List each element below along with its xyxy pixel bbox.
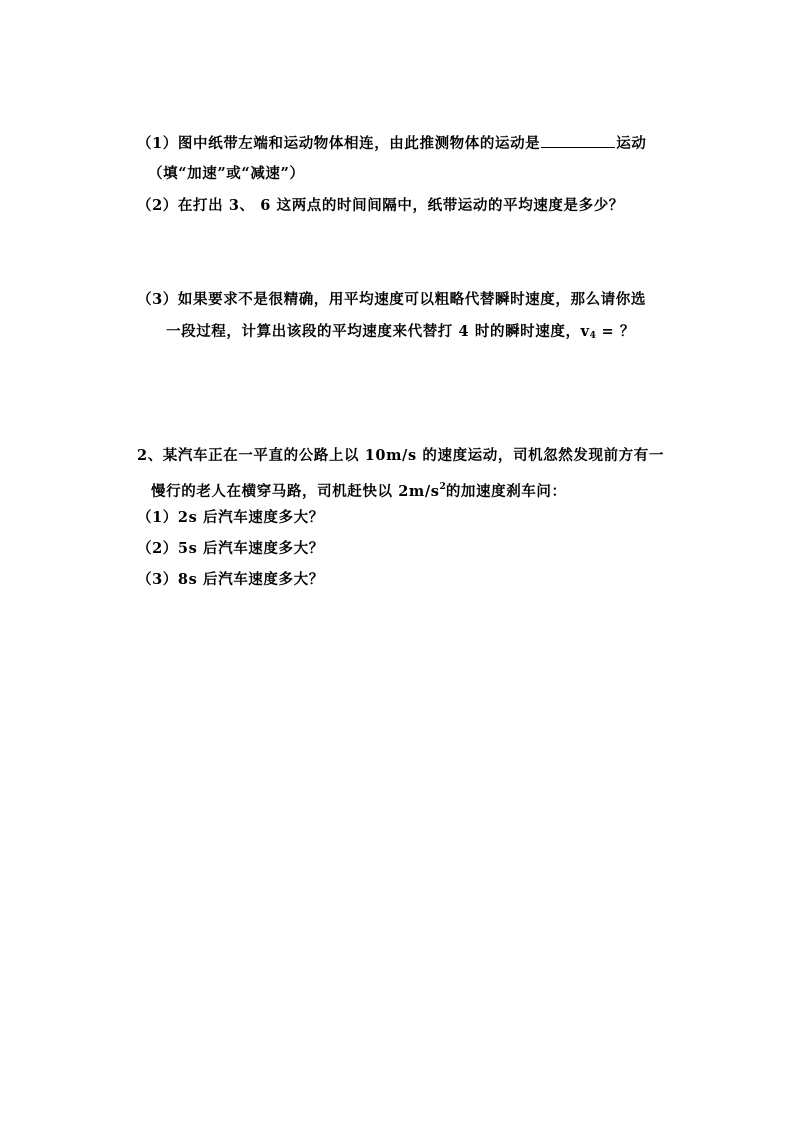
velocity-subscript: 4 <box>589 331 596 341</box>
problem-2-line-1: 2、某汽车正在一平直的公路上以 10m/s 的速度运动，司机忽然发现前方有一 <box>137 447 664 464</box>
acceleration-superscript: 2 <box>439 482 446 492</box>
question-1-prefix: （1）图中纸带左端和运动物体相连，由此推测物体的运动是 <box>137 135 541 152</box>
question-3-line-1: （3）如果要求不是很精确，用平均速度可以粗略代替瞬时速度，那么请你选 <box>137 291 646 308</box>
question-1-note: （填“加速”或“减速”） <box>148 165 305 182</box>
question-3-line-2 <box>166 322 635 346</box>
question-1-suffix: 运动 <box>616 135 647 152</box>
question-1-line <box>137 133 647 154</box>
answer-blank <box>541 133 615 148</box>
problem-2-question-2: （2）5s 后汽车速度多大？ <box>137 540 324 557</box>
problem-2-question-3: （3）8s 后汽车速度多大？ <box>137 571 324 588</box>
problem-2-line-2-suffix: 的加速度刹车问： <box>445 483 567 500</box>
question-3-line-2-prefix: 一段过程，计算出该段的平均速度来代替打 4 时的瞬时速度，v <box>166 323 590 340</box>
problem-2-question-1: （1）2s 后汽车速度多大？ <box>137 509 324 526</box>
problem-2-line-2-prefix: 慢行的老人在横穿马路，司机赶快以 2m/s <box>151 483 440 500</box>
problem-2-line-2 <box>151 477 567 502</box>
question-3-line-2-suffix: = ？ <box>595 323 636 340</box>
question-2-line: （2）在打出 3、 6 这两点的时间间隔中，纸带运动的平均速度是多少？ <box>137 197 624 214</box>
